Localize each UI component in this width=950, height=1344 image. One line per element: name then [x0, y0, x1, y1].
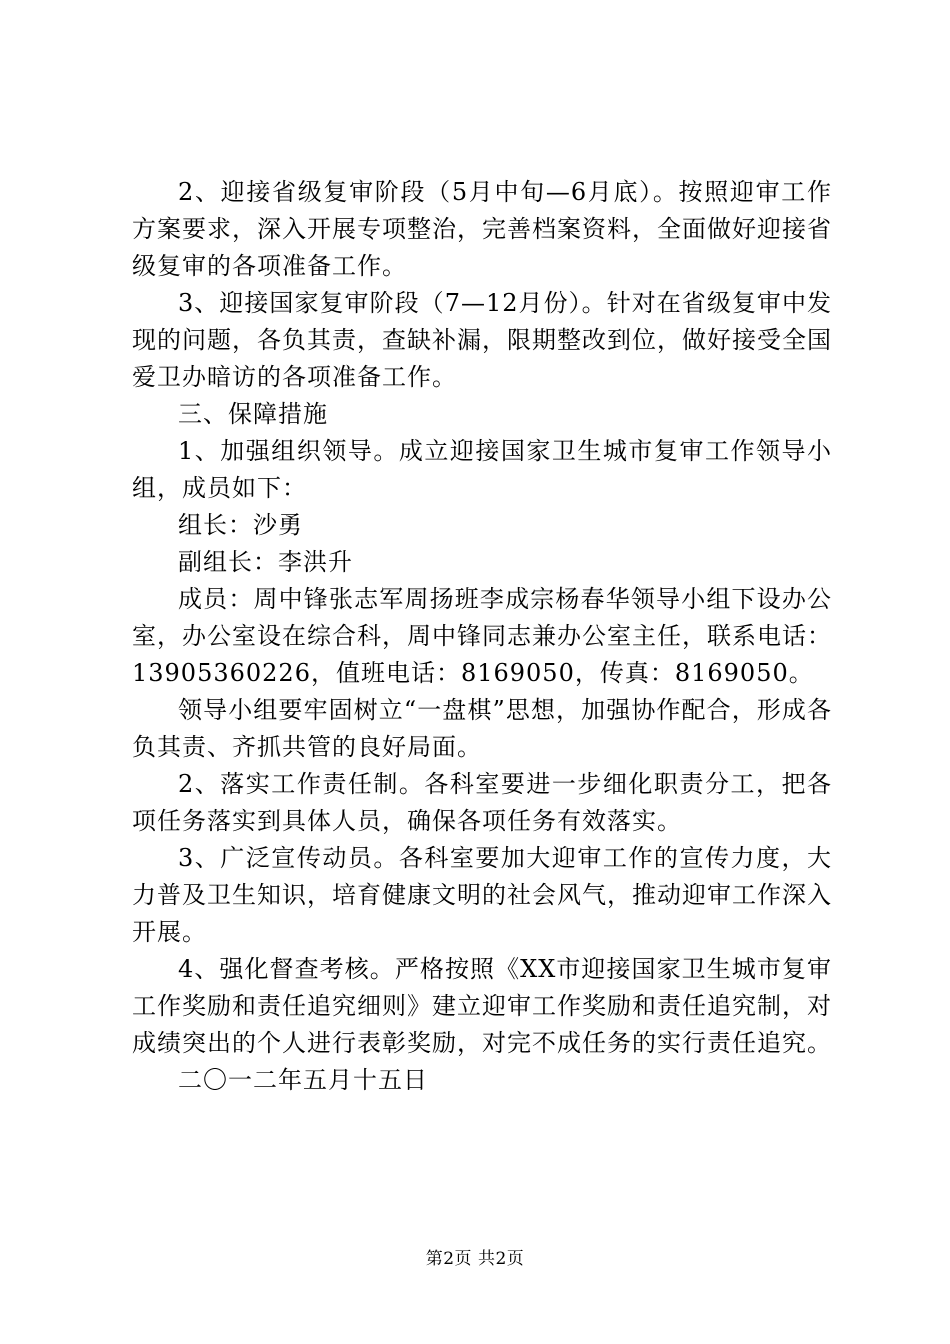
- paragraph-publicity: 3、广泛宣传动员。各科室要加大迎审工作的宣传力度，大力普及卫生知识，培育健康文明的社会风气，推动迎审工作深入开展。: [132, 844, 832, 946]
- paragraph-stage-national-review: 3、迎接国家复审阶段（7—12月份）。针对在省级复审中发现的问题，各负其责，查缺补漏，限期整改到位，做好接受全国爱卫办暗访的各项准备工作。: [132, 289, 832, 391]
- paragraph-cooperation: 领导小组要牢固树立“一盘棋”思想，加强协作配合，形成各负其责、齐抓共管的良好局面。: [132, 696, 832, 761]
- paragraph-group-leader: 组长：沙勇: [178, 511, 303, 539]
- section-heading-safeguards: 三、保障措施: [178, 400, 328, 428]
- paragraph-deputy-leader: 副组长：李洪升: [178, 548, 353, 576]
- paragraph-supervision: 4、强化督查考核。严格按照《XX市迎接国家卫生城市复审工作奖励和责任追究细则》建立迎审工作奖励和责任追究制，对成绩突出的个人进行表彰奖励，对完不成任务的实行责任追究。: [132, 955, 832, 1057]
- document-date: 二〇一二年五月十五日: [178, 1066, 428, 1094]
- paragraph-strengthen-leadership: 1、加强组织领导。成立迎接国家卫生城市复审工作领导小组，成员如下：: [132, 437, 832, 502]
- page-footer: 第2页 共2页: [425, 1249, 525, 1269]
- paragraph-members: 成员：周中锋张志军周扬班李成宗杨春华领导小组下设办公室，办公室设在综合科，周中锋同志兼办公室主任，联系电话：13905360226，值班电话：8169050，传真：8169050。: [132, 585, 832, 687]
- paragraph-responsibility-system: 2、落实工作责任制。各科室要进一步细化职责分工，把各项任务落实到具体人员，确保各项任务有效落实。: [132, 770, 832, 835]
- document-body: [132, 174, 832, 1099]
- paragraph-stage-provincial-review: 2、迎接省级复审阶段（5月中旬—6月底）。按照迎审工作方案要求，深入开展专项整治，完善档案资料，全面做好迎接省级复审的各项准备工作。: [132, 178, 832, 280]
